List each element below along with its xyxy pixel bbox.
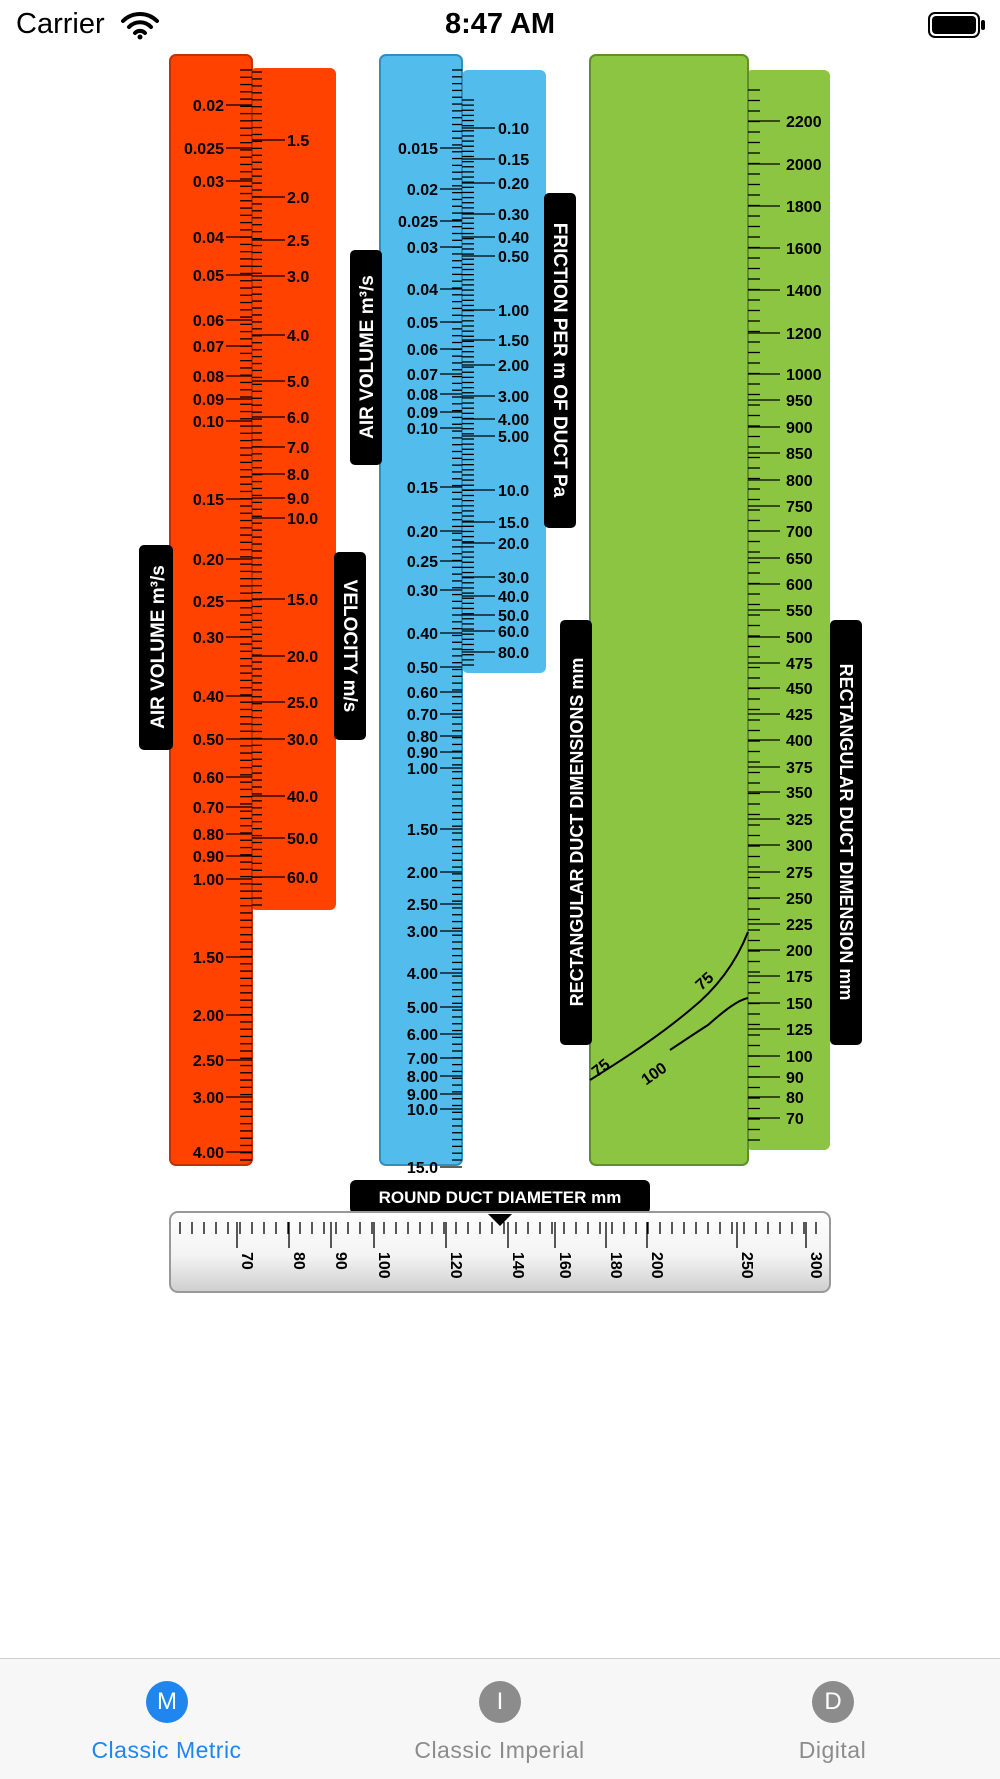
middle-air-volume-tick-label: 2.50 (406, 897, 438, 914)
air-volume-tick-label: 0.10 (192, 414, 224, 431)
velocity-tick-label: 2.0 (287, 190, 310, 207)
friction-tick-label: 2.00 (498, 358, 530, 375)
rect-dimensions-right-label-tab (830, 620, 862, 1045)
clock: 8:47 AM (444, 8, 556, 40)
middle-air-volume-tick-label: 0.15 (406, 480, 438, 497)
diameter-tick-label: 70 (238, 1252, 255, 1270)
middle-air-volume-tick-label: 0.60 (406, 685, 438, 702)
dimension-tick-label: 1600 (786, 241, 822, 258)
dimension-tick-label: 400 (786, 733, 813, 750)
velocity-tick-label: 1.5 (287, 133, 310, 150)
tab-bar (0, 1658, 1000, 1779)
left-air-volume-label-tab (139, 545, 173, 750)
velocity-tick-label: 4.0 (287, 328, 310, 345)
air-volume-tick-label: 0.60 (192, 770, 224, 787)
middle-air-volume-tick-label: 0.20 (406, 524, 438, 541)
diameter-tick-label: 180 (607, 1252, 624, 1279)
friction-label-tab (544, 193, 576, 528)
diameter-tick-label: 100 (375, 1252, 392, 1279)
friction-tick-label: 4.00 (498, 412, 530, 429)
dimension-tick-label: 80 (786, 1090, 804, 1107)
air-volume-tick-label: 0.04 (192, 230, 224, 247)
air-volume-tick-label: 0.80 (192, 827, 224, 844)
dimension-tick-label: 950 (786, 393, 813, 410)
middle-air-volume-tick-label: 8.00 (406, 1069, 438, 1086)
middle-air-volume-label-tab (350, 250, 382, 465)
middle-air-volume-tick-label: 0.50 (406, 660, 438, 677)
middle-air-volume-tick-label: 6.00 (406, 1027, 438, 1044)
curve-label-100: 100 (638, 1059, 671, 1089)
diameter-tick-label: 200 (648, 1252, 665, 1279)
left-air-volume-label: AIR VOLUME m³/s (148, 565, 169, 729)
middle-air-volume-tick-label: 0.04 (406, 282, 438, 299)
velocity-tick-label: 9.0 (287, 491, 310, 508)
round-duct-label-tab (350, 1180, 650, 1214)
dimension-tick-label: 375 (786, 760, 813, 777)
middle-air-volume-tick-label: 0.025 (397, 214, 438, 231)
tab-classic-imperial[interactable] (333, 1659, 666, 1779)
friction-tick-label: 0.40 (498, 230, 530, 247)
air-volume-tick-label: 0.25 (192, 594, 224, 611)
velocity-tick-label: 10.0 (287, 511, 319, 528)
rectangular-duct-slider[interactable] (590, 55, 748, 1165)
middle-air-volume-tick-label: 1.00 (406, 761, 438, 778)
rect-dimensions-left-label-tab (560, 620, 592, 1045)
imperial-icon: I (479, 1681, 521, 1723)
dimension-tick-label: 700 (786, 524, 813, 541)
velocity-tick-label: 60.0 (287, 870, 319, 887)
middle-air-volume-tick-label: 0.09 (406, 405, 438, 422)
dimension-tick-label: 450 (786, 681, 813, 698)
middle-air-volume-tick-label: 0.06 (406, 342, 438, 359)
air-volume-tick-label: 2.00 (192, 1008, 224, 1025)
velocity-label-tab (334, 552, 366, 740)
round-duct-label: ROUND DUCT DIAMETER mm (378, 1188, 622, 1207)
friction-tick-label: 0.20 (498, 176, 530, 193)
dimension-tick-label: 1200 (786, 326, 822, 343)
middle-air-volume-tick-label: 10.0 (406, 1102, 438, 1119)
friction-tick-label: 30.0 (498, 570, 530, 587)
dimension-tick-label: 2200 (786, 114, 822, 131)
velocity-tick-label: 30.0 (287, 732, 319, 749)
friction-tick-label: 0.10 (498, 121, 530, 138)
dimension-tick-label: 550 (786, 603, 813, 620)
middle-air-volume-tick-label: 0.02 (406, 182, 438, 199)
air-volume-tick-label: 0.06 (192, 313, 224, 330)
friction-tick-label: 60.0 (498, 624, 530, 641)
middle-air-volume-tick-label: 0.05 (406, 315, 438, 332)
middle-air-volume-tick-label: 2.00 (406, 865, 438, 882)
friction-tick-label: 1.50 (498, 333, 530, 350)
air-volume-tick-label: 0.15 (192, 492, 224, 509)
air-volume-tick-label: 1.00 (192, 872, 224, 889)
middle-air-volume-tick-label: 0.08 (406, 387, 438, 404)
velocity-label: VELOCITY m/s (339, 579, 360, 713)
air-volume-tick-label: 0.08 (192, 369, 224, 386)
dimension-tick-label: 350 (786, 785, 813, 802)
air-volume-tick-label: 3.00 (192, 1090, 224, 1107)
air-volume-tick-label: 0.30 (192, 630, 224, 647)
velocity-tick-label: 50.0 (287, 831, 319, 848)
air-volume-tick-label: 0.70 (192, 800, 224, 817)
dimension-tick-label: 125 (786, 1022, 813, 1039)
velocity-tick-label: 15.0 (287, 592, 319, 609)
diameter-tick-label: 90 (332, 1252, 349, 1270)
middle-air-volume-tick-label: 3.00 (406, 924, 438, 941)
dimension-tick-label: 90 (786, 1070, 804, 1087)
middle-air-volume-tick-label: 9.00 (406, 1087, 438, 1104)
diameter-tick-label: 120 (447, 1252, 464, 1279)
dimension-tick-label: 1000 (786, 367, 822, 384)
friction-tick-label: 3.00 (498, 389, 530, 406)
diameter-tick-label: 300 (807, 1252, 824, 1279)
dimension-tick-label: 2000 (786, 157, 822, 174)
middle-air-volume-tick-label: 15.0 (406, 1160, 438, 1177)
tab-label: Classic Imperial (414, 1737, 585, 1763)
velocity-tick-label: 25.0 (287, 695, 319, 712)
air-volume-tick-label: 0.40 (192, 689, 224, 706)
air-volume-tick-label: 1.50 (192, 950, 224, 967)
dimension-tick-label: 900 (786, 420, 813, 437)
velocity-tick-label: 8.0 (287, 467, 310, 484)
middle-air-volume-tick-label: 0.40 (406, 626, 438, 643)
friction-tick-label: 0.30 (498, 207, 530, 224)
velocity-tick-label: 2.5 (287, 233, 310, 250)
dimension-tick-label: 425 (786, 707, 813, 724)
metric-icon: M (146, 1681, 188, 1723)
middle-air-volume-tick-label: 0.70 (406, 707, 438, 724)
diameter-tick-label: 140 (509, 1252, 526, 1279)
velocity-tick-label: 7.0 (287, 440, 310, 457)
friction-tick-label: 1.00 (498, 303, 530, 320)
middle-air-volume-tick-label: 0.015 (397, 141, 438, 158)
air-volume-tick-label: 2.50 (192, 1053, 224, 1070)
dimension-tick-label: 100 (786, 1049, 813, 1066)
dimension-tick-label: 70 (786, 1111, 804, 1128)
tab-label: Classic Metric (91, 1737, 242, 1763)
middle-air-volume-tick-label: 0.07 (406, 367, 438, 384)
middle-air-volume-tick-label: 4.00 (406, 966, 438, 983)
dimension-tick-label: 250 (786, 891, 813, 908)
dimension-tick-label: 750 (786, 499, 813, 516)
friction-tick-label: 0.15 (498, 152, 530, 169)
curve-label-75-upper: 75 (692, 969, 718, 994)
velocity-tick-label: 5.0 (287, 374, 310, 391)
middle-air-volume-tick-label: 0.80 (406, 729, 438, 746)
air-volume-tick-label: 0.20 (192, 552, 224, 569)
air-volume-tick-label: 0.025 (183, 141, 224, 158)
dimension-tick-label: 850 (786, 446, 813, 463)
friction-tick-label: 80.0 (498, 645, 530, 662)
rect-dimensions-left-label: RECTANGULAR DUCT DIMENSIONS mm (567, 657, 587, 1007)
dimension-tick-label: 225 (786, 917, 813, 934)
middle-air-volume-tick-label: 0.10 (406, 421, 438, 438)
dimension-tick-label: 300 (786, 838, 813, 855)
carrier-label: Carrier (16, 8, 105, 40)
friction-tick-label: 15.0 (498, 515, 530, 532)
friction-tick-label: 0.50 (498, 249, 530, 266)
dimension-tick-label: 500 (786, 630, 813, 647)
air-volume-tick-label: 0.09 (192, 392, 224, 409)
tab-digital[interactable] (666, 1659, 999, 1779)
velocity-tick-label: 40.0 (287, 789, 319, 806)
middle-air-volume-tick-label: 0.90 (406, 745, 438, 762)
tab-classic-metric[interactable] (0, 1659, 333, 1779)
diameter-tick-label: 250 (738, 1252, 755, 1279)
digital-icon: D (812, 1681, 854, 1723)
friction-tick-label: 20.0 (498, 536, 530, 553)
dimension-tick-label: 1400 (786, 283, 822, 300)
dimension-tick-label: 650 (786, 551, 813, 568)
friction-tick-label: 10.0 (498, 483, 530, 500)
dimension-tick-label: 800 (786, 473, 813, 490)
air-volume-tick-label: 4.00 (192, 1145, 224, 1162)
air-volume-tick-label: 0.90 (192, 849, 224, 866)
friction-tick-label: 50.0 (498, 608, 530, 625)
middle-air-volume-tick-label: 0.30 (406, 583, 438, 600)
middle-air-volume-tick-label: 7.00 (406, 1051, 438, 1068)
dimension-tick-label: 200 (786, 943, 813, 960)
tab-label: Digital (798, 1737, 867, 1763)
diameter-tick-label: 160 (556, 1252, 573, 1279)
middle-air-volume-tick-label: 0.03 (406, 240, 438, 257)
rect-dimensions-right-label: RECTANGULAR DUCT DIMENSION mm (836, 663, 856, 1001)
middle-air-volume-tick-label: 0.25 (406, 554, 438, 571)
curve-label-75-lower: 75 (588, 1056, 614, 1081)
middle-air-volume-label: AIR VOLUME m³/s (357, 275, 378, 439)
dimension-tick-label: 150 (786, 996, 813, 1013)
dimension-tick-label: 1800 (786, 199, 822, 216)
diameter-tick-label: 80 (290, 1252, 307, 1270)
friction-label: FRICTION PER m OF DUCT Pa (549, 222, 570, 498)
dimension-tick-label: 275 (786, 865, 813, 882)
air-volume-tick-label: 0.07 (192, 339, 224, 356)
air-volume-tick-label: 0.02 (192, 98, 224, 115)
middle-air-volume-tick-label: 5.00 (406, 1000, 438, 1017)
velocity-tick-label: 6.0 (287, 410, 310, 427)
dimension-tick-label: 175 (786, 969, 813, 986)
air-volume-tick-label: 0.50 (192, 732, 224, 749)
friction-tick-label: 40.0 (498, 589, 530, 606)
air-volume-tick-label: 0.05 (192, 268, 224, 285)
dimension-tick-label: 475 (786, 656, 813, 673)
air-volume-tick-label: 0.03 (192, 174, 224, 191)
middle-air-volume-tick-label: 1.50 (406, 822, 438, 839)
velocity-tick-label: 20.0 (287, 649, 319, 666)
dimension-tick-label: 325 (786, 812, 813, 829)
dimension-tick-label: 600 (786, 577, 813, 594)
velocity-tick-label: 3.0 (287, 269, 310, 286)
friction-tick-label: 5.00 (498, 429, 530, 446)
